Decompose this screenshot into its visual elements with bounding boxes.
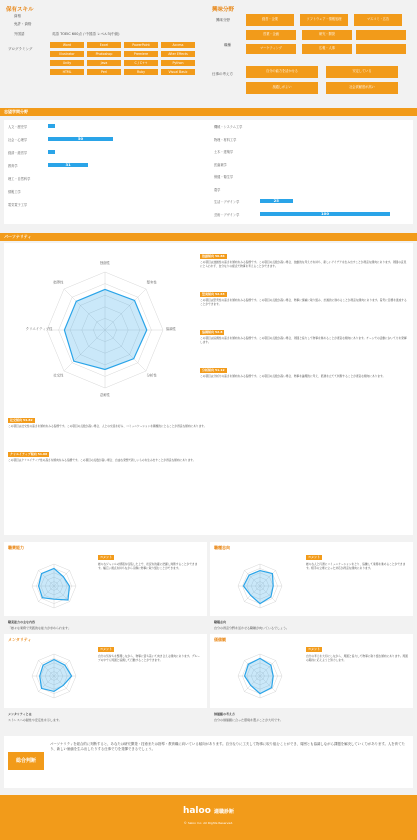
interest-title: 興味分野 bbox=[212, 7, 235, 13]
personality-tag: 堅実傾向 52.63 bbox=[202, 292, 225, 296]
programming-chip: Word bbox=[50, 42, 84, 48]
field-label: 土木・建築学 bbox=[214, 150, 234, 154]
job-chip-extra bbox=[356, 44, 406, 54]
programming-chip: C / C++ bbox=[124, 60, 158, 66]
programming-chip: Unity bbox=[50, 60, 84, 66]
skills-title: 保有スキル bbox=[6, 7, 34, 13]
mentality-note-text: ストレスへの耐性や安定性を示します。 bbox=[8, 718, 62, 722]
personality-tag: 独創傾向 50.86 bbox=[202, 254, 225, 258]
personality-text: この項目はクリエイティブ性の高さを傾向をみる指標です。この項目の点数が高い場合、自由な発想で新しいものを生み出すことが得意な傾向にあります。 bbox=[8, 458, 196, 462]
radar-label: 社交性 bbox=[53, 373, 64, 378]
workstyle-chip: 安定している bbox=[326, 66, 398, 78]
personality-text: この項目は社交性の高さを傾向をみる指標です。この項目の点数が高い場合、人との交流を好み、コミュニケーションを積極的にとることが得意な傾向にあります。 bbox=[8, 424, 207, 428]
programming-chip: Python bbox=[161, 60, 195, 66]
radar-label: 忍耐性 bbox=[99, 393, 111, 397]
field-label: 人文・歴史学 bbox=[8, 125, 28, 129]
mentality-radar bbox=[16, 646, 92, 704]
interest-chip: 経営・企業 bbox=[246, 14, 294, 26]
programming-chip: Ruby bbox=[124, 69, 158, 75]
radar-label: 指導性 bbox=[53, 280, 64, 285]
field-bar: 50 bbox=[48, 137, 113, 141]
values-radar bbox=[222, 646, 298, 704]
field-label: 農学 bbox=[214, 187, 221, 192]
english-value: 英語 TOEIC 600点 / 中国語 レベル3(中級) bbox=[52, 32, 120, 36]
values-comment: 自分の考えを大切にしながら、周囲と協力して物事に取り組む傾向にあります。周囲の期待に応えようと努力します。 bbox=[306, 654, 408, 662]
personality-tag: クリエイティブ傾向 51.66 bbox=[10, 452, 48, 456]
programming-chip: Premiere bbox=[124, 51, 158, 57]
values-title: 価値観 bbox=[214, 637, 226, 642]
orientation-adv-text: 自分の得意分野を活かせる職種が向いているでしょう。 bbox=[214, 626, 289, 630]
field-label: 物理・材料工学 bbox=[214, 137, 237, 142]
programming-chip: Visual Basic bbox=[161, 69, 195, 75]
field-bar: 100 bbox=[260, 212, 390, 216]
mentality-comment: 自分の気持ちを整理しながら、物事に落ち着いて向き合える傾向にあります。グループの中でも周囲と協調して行動することができます。 bbox=[98, 654, 200, 662]
personality-text: この項目は分析力の高さを傾向をみる指標です。この項目の点数が高い場合、物事を論理的に考え、筋道を立てて判断することが得意な傾向にあります。 bbox=[200, 374, 386, 378]
ability-title: 職業能力 bbox=[8, 545, 24, 550]
field-bar: 31 bbox=[48, 163, 88, 167]
ability-adv-label: 職業能力の主な内容 bbox=[8, 620, 36, 624]
field-label: 情報工学 bbox=[8, 190, 21, 194]
orientation-title: 職種志向 bbox=[214, 545, 230, 550]
field-label: 生活・デザイン学 bbox=[214, 200, 240, 204]
field-label: 経済・経営学 bbox=[8, 151, 28, 155]
field-label: 機械・システム工学 bbox=[214, 125, 243, 129]
interest-chip: ソフトウェア・情報処理 bbox=[300, 14, 348, 26]
orientation-adv-label: 職種志向 bbox=[214, 620, 227, 624]
field-label: 芸術・デザイン学 bbox=[214, 212, 240, 217]
programming-chip: Java bbox=[87, 60, 121, 66]
personality-tag: 社交傾向 54.82 bbox=[10, 418, 33, 422]
personality-text: この項目は独創性の高さを傾向をみる指標です。この項目の点数が高い場合、独創的な考え方を持ち、新しいアイデアを生み出すことが得意な傾向にあります。周囲の意見にとらわれず、自分なりの視点で物事を考えることができます。 bbox=[200, 260, 407, 268]
radar-label: 協調性 bbox=[165, 327, 177, 331]
orientation-comment: 様々な人と円滑にコミュニケーションをとり、協働して業務を進めることができます。相手の立場に立った対応が得意な傾向にあります。 bbox=[306, 562, 406, 570]
interest-chip: マスコミ・広告 bbox=[354, 14, 402, 26]
values-note-text: 自分の価値観に合った環境を選ぶことが大切です。 bbox=[214, 718, 283, 722]
personality-header: パーソナリティ bbox=[0, 233, 417, 241]
license-label: 免許・資格 bbox=[14, 22, 32, 26]
values-comment-tag: コメント bbox=[308, 647, 321, 651]
interest-row2-label: 職種 bbox=[224, 43, 231, 47]
field-bar: 25 bbox=[260, 199, 293, 203]
footer-copyright: © haloo Inc. All Rights Reserved. bbox=[183, 821, 234, 825]
programming-chip: Excel bbox=[87, 42, 121, 48]
programming-chip: Access bbox=[161, 42, 195, 48]
field-bar bbox=[48, 150, 55, 154]
english-label: 外国語 bbox=[14, 32, 25, 36]
personality-text: この項目は堅実性の高さを傾向をみる指標です。この項目の点数が高い場合、物事に慎重に取り組み、計画的に進めることが得意な傾向にあります。着実に目標を達成することができます。 bbox=[200, 298, 407, 306]
programming-chip: HTML bbox=[50, 69, 84, 75]
programming-chip: PowerPoint bbox=[124, 42, 158, 48]
programming-chip: Perl bbox=[87, 69, 121, 75]
interest-row1-label: 興味分野 bbox=[216, 18, 230, 22]
radar-label: 分析性 bbox=[146, 373, 157, 378]
radar-label: 独創性 bbox=[99, 261, 111, 265]
mentality-comment-tag: コメント bbox=[100, 647, 113, 651]
programming-chip: Illustrator bbox=[50, 51, 84, 57]
field-label: 教育学 bbox=[8, 164, 18, 168]
ability-comment-tag: コメント bbox=[100, 555, 113, 559]
radar-series bbox=[64, 289, 146, 369]
cert-label: 資格 bbox=[14, 14, 21, 18]
job-chip: 研究・開発 bbox=[302, 30, 352, 40]
field-label: 社会・心理学 bbox=[8, 138, 28, 142]
workstyle-chip: 自分の能力を活かせる bbox=[246, 66, 318, 78]
fields-header: 志望学問分野 bbox=[0, 108, 417, 116]
programming-label: プログラミング bbox=[8, 47, 33, 51]
summary-text: パーソナリティを総合的に判断すると、あなたは研究開発・技術または指導・教育職に向いている傾向があります。自分なりに工夫して物事に取り組むことができ、周囲とも協調しながら課題を解決していく力があります。人を育てたり、新しい価値を生み出したりする仕事で力を発揮できるでしょう。 bbox=[50, 742, 405, 751]
ability-comment: 様々なジャンルの情報を収集した上で、状況を的確に把握し判断することができます。幅広い視点を持ちながら冷静に物事に取り組むことができます。 bbox=[98, 562, 198, 570]
field-bar bbox=[48, 124, 55, 128]
fields-card bbox=[4, 120, 413, 224]
field-label: 理工・自然科学 bbox=[8, 177, 31, 181]
job-chip-extra bbox=[356, 30, 406, 40]
programming-chip: Photoshop bbox=[87, 51, 121, 57]
radar-series bbox=[39, 568, 70, 600]
workstyle-chip: 風通しがよい bbox=[246, 82, 318, 94]
orientation-comment-tag: コメント bbox=[308, 555, 321, 559]
summary-label: 総合判断 bbox=[8, 752, 44, 770]
radar-label: クリエイティブ性 bbox=[25, 327, 53, 331]
job-chip: 広報・人事 bbox=[302, 44, 352, 54]
mentality-title: メンタリティ bbox=[8, 637, 32, 642]
job-chip: マーケティング bbox=[246, 44, 296, 54]
radar-label: 堅実性 bbox=[146, 280, 157, 285]
workstyle-chip: 社会貢献度が高い bbox=[326, 82, 398, 94]
field-label: 医歯薬学 bbox=[214, 162, 227, 167]
field-label: 保健・衛生学 bbox=[214, 175, 234, 179]
personality-text: この項目は協調性の高さを傾向をみる指標です。この項目の点数が高い場合、周囲と協力して物事を進めることが得意な傾向にあります。チームでの活動において力を発揮します。 bbox=[200, 336, 407, 344]
personality-radar bbox=[25, 255, 180, 405]
ability-radar bbox=[16, 556, 92, 614]
ability-adv-text: 「様々な業務で実践的な能力が求められます」 bbox=[8, 626, 72, 630]
programming-chip: After Effects bbox=[161, 51, 195, 57]
orientation-radar bbox=[222, 556, 298, 614]
interest-row3-label: 仕事の考え方 bbox=[212, 72, 233, 76]
values-note-label: 価値観の考え方 bbox=[214, 712, 236, 716]
job-chip: 営業・企画 bbox=[246, 30, 296, 40]
personality-tag: 分析傾向 51.12 bbox=[202, 368, 225, 372]
field-label: 電気電子工学 bbox=[8, 203, 28, 207]
footer-logo: haloo 適職診断 bbox=[182, 806, 235, 816]
mentality-note-label: メンタリティとは bbox=[8, 712, 32, 716]
personality-tag: 協調傾向 52.8 bbox=[202, 330, 223, 334]
footer bbox=[0, 795, 417, 840]
radar-series bbox=[245, 658, 274, 693]
